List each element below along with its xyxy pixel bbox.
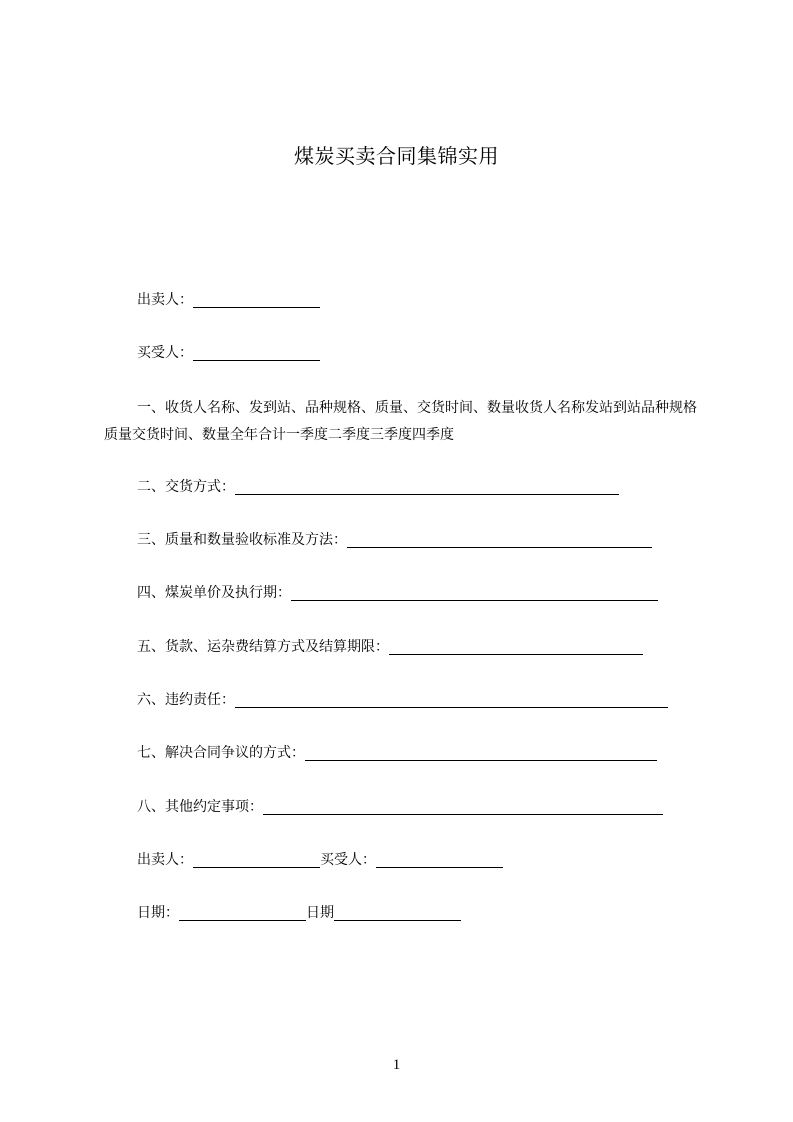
clause-6-label: 六、违约责任： (137, 692, 235, 708)
page-number: 1 (392, 1057, 401, 1073)
clause-8-label: 八、其他约定事项： (137, 799, 263, 815)
clause-4-label: 四、煤炭单价及执行期： (137, 585, 291, 601)
clause-7-blank (305, 745, 657, 761)
sign-seller-blank (193, 852, 320, 868)
clause-8-blank (263, 799, 663, 815)
clause-2-blank (235, 479, 619, 495)
clause-2-label: 二、交货方式： (137, 479, 235, 495)
buyer-line (137, 343, 320, 363)
clause-2-line (137, 477, 619, 497)
sign-seller-label: 出卖人： (137, 852, 193, 868)
clause-8-line (137, 797, 663, 817)
clause-1-text: 一、收货人名称、发到站、品种规格、质量、交货时间、数量收货人名称发站到站品种规格质量交货时间、数量全年合计一季度二季度三季度四季度 (104, 400, 697, 443)
seller-label: 出卖人： (137, 292, 193, 308)
clause-5-label: 五、货款、运杂费结算方式及结算期限： (137, 639, 389, 655)
sign-buyer-label: 买受人： (320, 852, 376, 868)
clause-6-line (137, 690, 668, 710)
buyer-blank (193, 345, 320, 361)
page-title: 煤炭买卖合同集锦实用 (294, 144, 499, 168)
date-label-2: 日期 (306, 905, 334, 921)
date-blank-2 (334, 905, 461, 921)
clause-3-label: 三、质量和数量验收标准及方法： (137, 532, 347, 548)
clause-7-line (137, 743, 657, 763)
clause-5-blank (389, 639, 643, 655)
sign-buyer-blank (376, 852, 503, 868)
clause-3-line (137, 530, 652, 550)
seller-line (137, 290, 320, 310)
clause-4-line (137, 583, 658, 603)
signature-line (137, 850, 503, 870)
clause-3-blank (347, 532, 652, 548)
seller-blank (193, 292, 320, 308)
date-label: 日期： (137, 905, 179, 921)
clause-5-line (137, 637, 643, 657)
clause-7-label: 七、解决合同争议的方式： (137, 745, 305, 761)
clause-4-blank (291, 585, 658, 601)
clause-6-blank (235, 692, 668, 708)
date-line (137, 903, 461, 923)
date-blank-1 (179, 905, 306, 921)
buyer-label: 买受人： (137, 345, 193, 361)
